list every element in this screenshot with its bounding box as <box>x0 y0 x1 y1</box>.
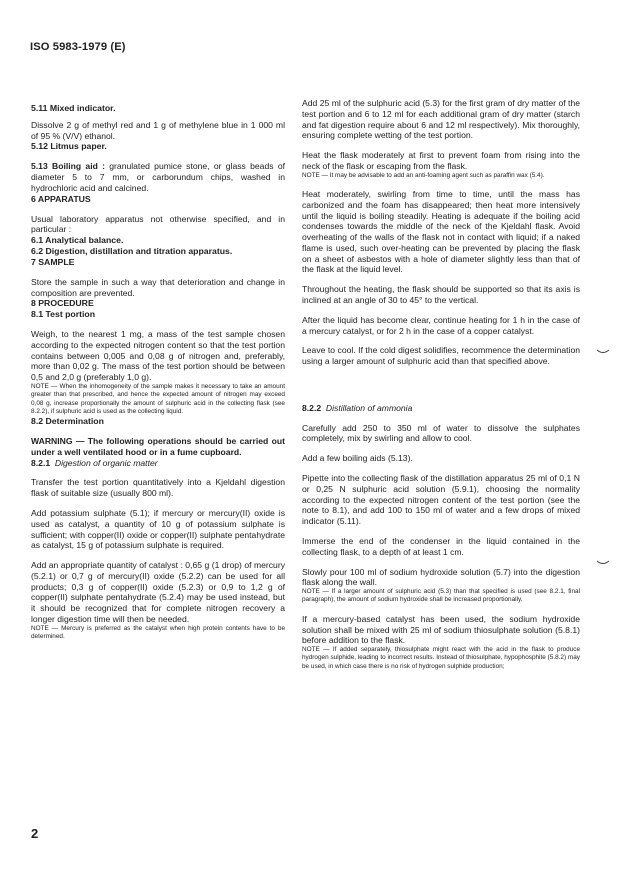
right-paragraph-9: Pipette into the collecting flask of the distillation apparatus 25 ml of 0,1 N or 0,25 N sulphuric acid solution (5.9.1), choosing the normality according to the expected nitrogen content of the test portion (see the note to 8.1), and add 100 to 150 ml of water and a few drops of mixed indicator (5.11). <box>302 473 580 527</box>
right-paragraph-11: Slowly pour 100 ml of sodium hydroxide solution (5.7) into the digestion flask along the wall. <box>302 566 580 588</box>
section-7-text: Store the sample in such a way that deterioration and change in composition are prevented. <box>31 276 285 298</box>
section-7-heading: 7 SAMPLE <box>31 256 75 267</box>
section-8-2-1-paragraph-2: Add potassium sulphate (5.1); if mercury or mercury(II) oxide is used as catalyst, a quantity of 10 g of potassium sulphate is sufficient; with copper(II) oxide or copper(II) sulphate pentahydrate as catalyst, 15 g of potassium sulphate is required. <box>31 507 285 551</box>
section-8-2-1-number: 8.2.1 <box>31 457 51 468</box>
right-paragraph-4: Throughout the heating, the flask should be supported so that its axis is inclined at an angle of 30 to 45° to the vertical. <box>302 284 580 306</box>
section-6-2-heading: 6.2 Digestion, distillation and titration apparatus. <box>31 245 233 256</box>
right-paragraph-6: Leave to cool. If the cold digest solidifies, recommence the determination using a larger amount of sulphuric acid than that specified above. <box>302 345 580 367</box>
right-note-1: NOTE — It may be advisable to add an anti-foaming agent such as paraffin wax (5.4). <box>302 171 545 179</box>
section-8-2-heading: 8.2 Determination <box>31 416 104 427</box>
section-5-12-heading: 5.12 Litmus paper. <box>31 141 107 152</box>
right-note-2: NOTE — If a larger amount of sulphuric acid (5.3) than that specified is used (see 8.2.1, final paragraph), the amount of sodium hydroxide shall be increased proportionally. <box>302 588 580 604</box>
section-8-2-1-paragraph-3: Add an appropriate quantity of catalyst : 0,65 g (1 drop) of mercury (5.2.1) or 0,7 g of mercury(II) oxide (5.2.2) can be used for all products; 0,3 g of copper(II) oxide (5.2.3) or 0,9 to 1,2 g of copper(II) sulphate pentahydrate (5.2.4) may be used instead, but it should be recognized that for complete nitrogen recovery a longer digestion time will then be needed. <box>31 560 285 625</box>
right-paragraph-12: If a mercury-based catalyst has been used, the sodium hydroxide solution shall be mixed with 25 ml of sodium thiosulphate solution (5.8.1) before addition to the flask. <box>302 613 580 646</box>
right-paragraph-2: Heat the flask moderately at first to prevent foam from rising into the neck of the flask or escaping from the flask. <box>302 150 580 171</box>
warning-text: WARNING — The following operations should be carried out under a well ventilated hood or in a fume cupboard. <box>31 436 285 457</box>
section-8-2-2-title: Distillation of ammonia <box>325 402 413 413</box>
margin-mark <box>596 560 610 566</box>
section-6-text: Usual laboratory apparatus not otherwise specified, and in particular : <box>31 213 285 235</box>
section-8-2-1-title: Digestion of organic matter <box>54 457 158 468</box>
section-8-heading: 8 PROCEDURE <box>31 298 94 309</box>
right-paragraph-8: Add a few boiling aids (5.13). <box>302 453 413 464</box>
left-column <box>31 98 285 641</box>
margin-mark <box>596 349 610 355</box>
section-8-1-heading: 8.1 Test portion <box>31 309 96 320</box>
section-5-13-text: granulated pumice stone, or glass beads of diameter 5 to 7 mm, or carborundum chips, washed in hydrochloric acid and calcined. <box>31 161 285 193</box>
section-6-1-heading: 6.1 Analytical balance. <box>31 235 124 246</box>
section-8-2-2-number: 8.2.2 <box>302 402 322 413</box>
section-8-2-1-paragraph-1: Transfer the test portion quantitatively into a Kjeldahl digestion flask of suitable size (usually 800 ml). <box>31 477 285 499</box>
document-code-header: ISO 5983-1979 (E) <box>30 41 126 53</box>
right-paragraph-7: Carefully add 250 to 350 ml of water to dissolve the sulphates completely, mix by swirling and allow to cool. <box>302 422 580 444</box>
right-paragraph-1: Add 25 ml of the sulphuric acid (5.3) for the first gram of dry matter of the test portion and 6 to 12 ml for each additional gram of dry matter (starch and fat digestion require about 6 and 12 ml respectively). Mix thoroughly, ensuring complete wetting of the test portion. <box>302 98 580 141</box>
section-8-1-text: Weigh, to the nearest 1 mg, a mass of the test sample chosen according to the expected nitrogen content so that the test portion contains between 0,005 and 0,08 g of nitrogen and, preferably, more than 0,02 g. The mass of the test portion should be between 0,5 and 2,0 g (preferably 1,0 g). <box>31 329 285 383</box>
right-paragraph-5: After the liquid has become clear, continue heating for 1 h in the case of a mercury catalyst, or for 2 h in the case of a copper catalyst. <box>302 314 580 336</box>
section-5-11-text: Dissolve 2 g of methyl red and 1 g of methylene blue in 1 000 ml of 95 % (V/V) ethanol. <box>31 119 285 141</box>
section-8-1-note: NOTE — When the inhomogeneity of the sample makes it necessary to take an amount greater than that prescribed, and hence the expected amount of nitrogen may exceed 0,08 g, increase proportionally the amount of sulphuric acid in the collecting flask (see 8.2.2), if sulphuric acid is used as the collecting liquid. <box>31 382 285 415</box>
section-8-2-1-note: NOTE — Mercury is preferred as the catalyst when high protein contents have to be determined. <box>31 624 285 641</box>
right-paragraph-10: Immerse the end of the condenser in the liquid contained in the collecting flask, to a depth of at least 1 cm. <box>302 535 580 557</box>
right-column <box>302 98 580 671</box>
right-note-3: NOTE — If added separately, thiosulphate might react with the acid in the flask to produce hydrogen sulphide, leading to incorrect results. Instead of thiosulphate, hypophosphite (5.8.2) may be used, in which case there is no risk of hydrogen sulphide production; <box>302 646 580 670</box>
section-6-heading: 6 APPARATUS <box>31 193 91 204</box>
section-5-11-heading: 5.11 Mixed indicator. <box>31 103 116 113</box>
page-number: 2 <box>31 826 39 841</box>
right-paragraph-3: Heat moderately, swirling from time to time, until the mass has carbonized and the foam has disappeared; then heat more intensively until the liquid is boiling steadily. Heating is adequate if the boiling acid condenses towards the middle of the neck of the Kjeldahl flask. Avoid overheating of the walls of the flask not in contact with liquid; if a naked flame is used, such over-heating can be prevented by placing the flask on a sheet of asbestos with a hole of diameter slightly less than that of the flask at the liquid level. <box>302 189 580 275</box>
section-5-13-heading: 5.13 Boiling aid : <box>31 161 105 172</box>
